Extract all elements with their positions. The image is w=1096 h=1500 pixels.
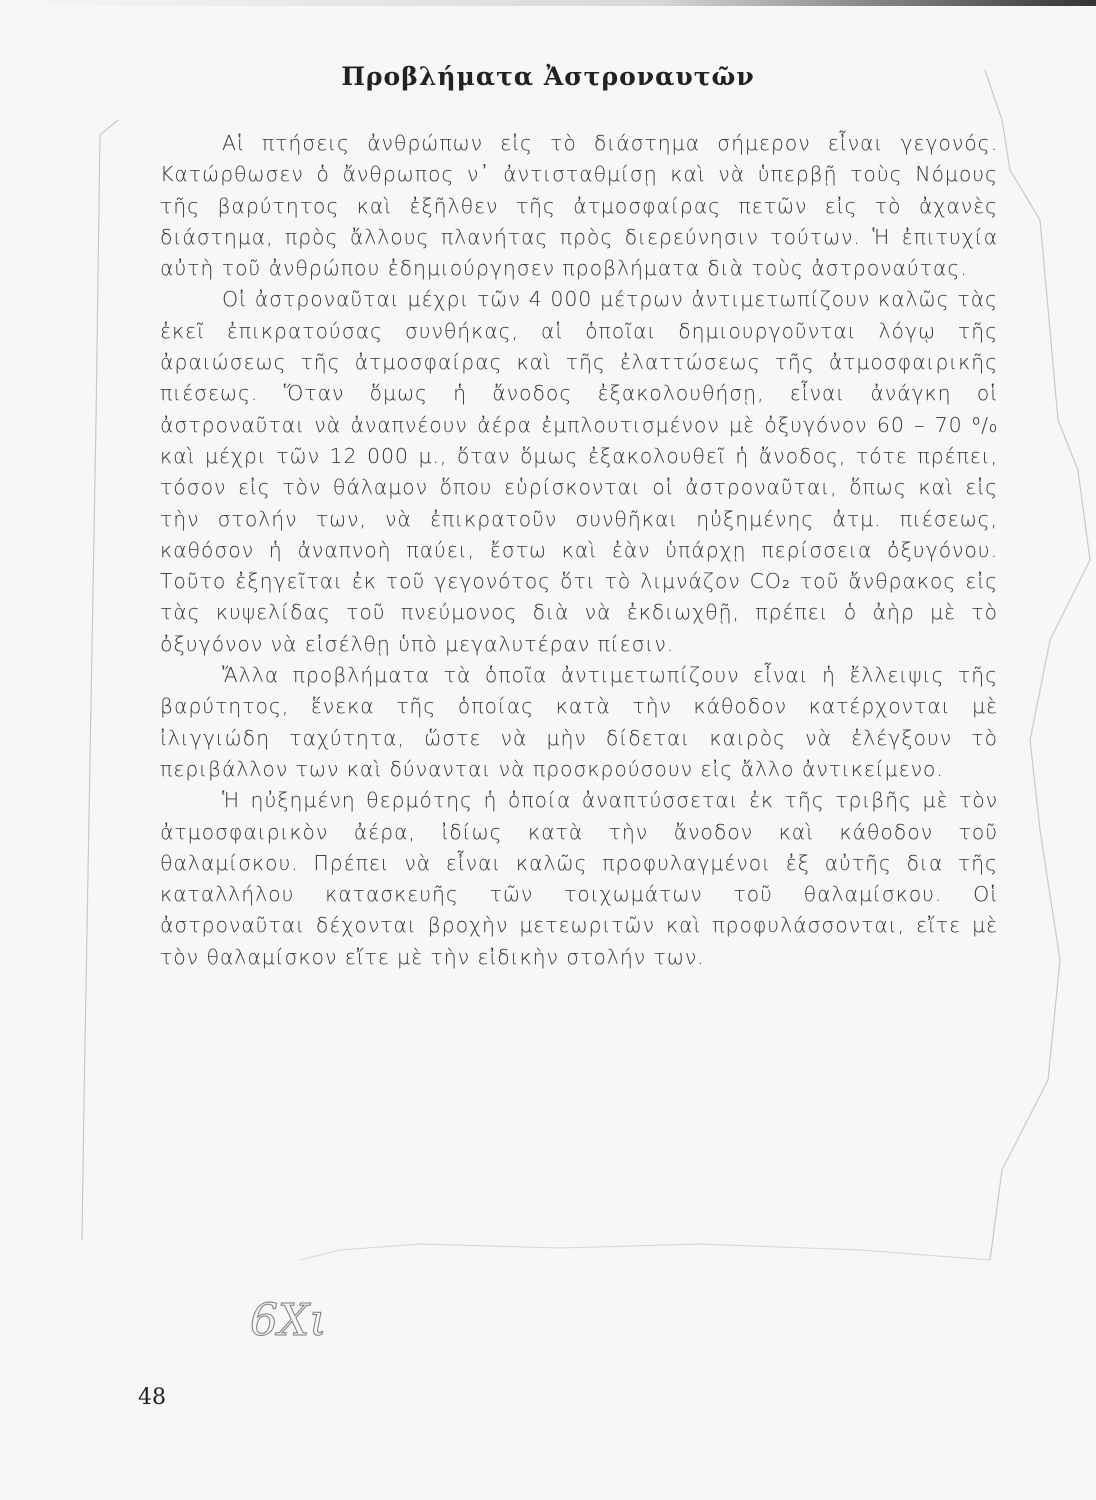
clipping-left-edge	[82, 120, 118, 1240]
page-number: 48	[138, 1385, 166, 1410]
paragraph-4: Ἡ ηὐξημένη θερμότης ἡ ὁποία ἀναπτύσσεται ἐκ τῆς τριβῆς μὲ τὸν ἀτμοσφαιρικὸν ἀέρα, ἰδίως κατὰ τὴν ἄνοδον καὶ κάθοδον τοῦ θαλαμίσκου. Πρέπει νὰ εἶναι καλῶς προφυλαγμένοι ἐξ αὐτῆς δια τῆς καταλλήλου κατασκευῆς τῶν τοιχωμάτων τοῦ θαλαμίσκου. Οἱ ἀστροναῦται δέχονται βροχὴν μετεωριτῶν καὶ προφυλάσσονται, εἴτε μὲ τὸν θαλαμίσκον εἴτε μὲ τὴν εἰδικὴν στολήν των.	[160, 788, 998, 969]
scan-top-edge	[0, 0, 1096, 6]
article-title: Προβλήματα Ἀστροναυτῶν	[341, 62, 755, 91]
clipping-right-edge	[985, 70, 1090, 1260]
clipping-bottom-edge	[300, 1244, 990, 1260]
pencil-annotation-text: 6Χι	[250, 1295, 327, 1346]
pencil-annotation	[250, 1240, 370, 1370]
paragraph-2: Οἱ ἀστροναῦται μέχρι τῶν 4 000 μέτρων ἀντιμετωπίζουν καλῶς τὰς ἐκεῖ ἐπικρατούσας συνθήκας, αἱ ὁποῖαι δημιουργοῦνται λόγῳ τῆς ἀραιώσεως τῆς ἀτμοσφαίρας καὶ τῆς ἐλαττώσεως τῆς ἀτμοσφαιρικῆς πιέσεως. Ὅταν ὅμως ἡ ἄνοδος ἐξακολουθήσῃ, εἶναι ἀνάγκη οἱ ἀστροναῦται νὰ ἀναπνέουν ἀέρα ἐμπλουτισμένον μὲ ὀξυγόνον 60 – 70 ⁰/₀ καὶ μέχρι τῶν 12 000 μ., ὅταν ὅμως ἐξακολουθεῖ ἡ ἄνοδος, τότε πρέπει, τόσον εἰς τὸν θάλαμον ὅπου εὑρίσκονται οἱ ἀστροναῦται, ὅπως καὶ εἰς τὴν στολήν των, νὰ ἐπικρατοῦν συνθῆκαι ηὐξημένης ἀτμ. πιέσεως, καθόσον ἡ ἀναπνοὴ παύει, ἔστω καὶ ἐὰν ὑπάρχῃ περίσσεια ὀξυγόνου. Τοῦτο ἐξηγεῖται ἐκ τοῦ γεγονότος ὅτι τὸ λιμνάζον CO₂ τοῦ ἄνθρακος εἰς τὰς κυψελίδας τοῦ πνεύμονος διὰ νὰ ἐκδιωχθῇ, πρέπει ὁ ἀὴρ μὲ τὸ ὀξυγόνον νὰ εἰσέλθῃ ὑπὸ μεγαλυτέραν πίεσιν.	[160, 287, 998, 656]
paragraph-1: Αἱ πτήσεις ἀνθρώπων εἰς τὸ διάστημα σήμερον εἶναι γεγονός. Κατώρθωσεν ὁ ἄνθρωπος ν᾿ ἀντισταθμίσῃ καὶ νὰ ὑπερβῇ τοὺς Νόμους τῆς βαρύτητος καὶ ἐξῆλθεν τῆς ἀτμοσφαίρας πετῶν εἰς τὸ ἀχανὲς διάστημα, πρὸς ἄλλους πλανήτας πρὸς διερεύνησιν τούτων. Ἡ ἐπιτυχία αὐτὴ τοῦ ἀνθρώπου ἐδημιούργησεν προβλήματα διὰ τοὺς ἀστροναύτας.	[160, 131, 998, 281]
paragraph-3: Ἄλλα προβλήματα τὰ ὁποῖα ἀντιμετωπίζουν εἶναι ἡ ἔλλειψις τῆς βαρύτητος, ἕνεκα τῆς ὁποίας κατὰ τὴν κάθοδον κατέρχονται μὲ ἰλιγγιώδη ταχύτητα, ὥστε νὰ μὴν δίδεται καιρὸς νὰ ἐλέγξουν τὸ περιβάλλον των καὶ δύνανται νὰ προσκρούσουν εἰς ἄλλο ἀντικείμενο.	[160, 663, 998, 781]
article-body	[160, 128, 998, 973]
